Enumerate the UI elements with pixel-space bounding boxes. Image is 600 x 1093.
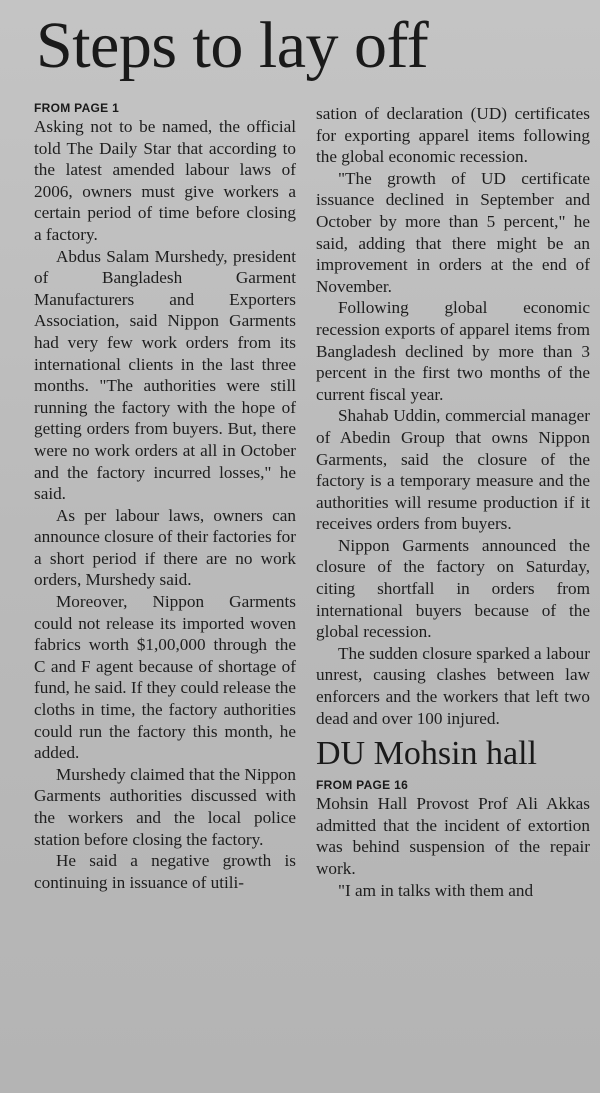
continuation-kicker: FROM PAGE 1 [34, 101, 120, 115]
paragraph: "I am in talks with them and [338, 880, 534, 900]
paragraph: Shahab Uddin, commercial manager of Abedin Group that owns Nippon Garments, said the closure of the factory is a temporary measure and the authorities will resume production if it receives orders from buyers. [316, 406, 590, 534]
paragraph: He said a negative growth is continuing in issuance of utili- [34, 851, 296, 892]
second-story-headline: DU Mohsin hall [316, 735, 537, 773]
left-column [34, 100, 296, 893]
paragraph: "The growth of UD certificate issuance declined in September and October by more than 5 percent," he said, adding that there might be an improvement in orders at the end of November. [316, 168, 590, 296]
paragraph: sation of declaration (UD) certificates for exporting apparel items following the global economic recession. [316, 104, 590, 167]
paragraph: The sudden closure sparked a labour unrest, causing clashes between law enforcers and the workers that left two dead and over 100 injured. [316, 643, 590, 728]
right-column [316, 103, 590, 901]
paragraph: Murshedy claimed that the Nippon Garments authorities discussed with the workers and the local police station before closing the factory. [34, 764, 296, 849]
paragraph: Abdus Salam Murshedy, president of Bangladesh Garment Manufacturers and Exporters Association, said Nippon Garments had very few work orders from its international clients in the last three months. "The authorities were still running the factory with the hope of getting orders from buyers. But, there were no work orders at all in October and the factory incurred losses," he said. [34, 246, 296, 504]
paragraph: Nippon Garments announced the closure of the factory on Saturday, citing shortfall in orders from international buyers because of the global recession. [316, 535, 590, 642]
paragraph: Moreover, Nippon Garments could not release its imported woven fabrics worth $1,00,000 through the C and F agent because of shortage of fund, he said. If they could release the cloths in time, the factory authorities could run the factory this month, he added. [34, 592, 297, 763]
paragraph: Following global economic recession exports of apparel items from Bangladesh declined by more than 3 percent in the first two months of the current fiscal year. [316, 298, 590, 404]
article-headline: Steps to lay off [36, 9, 429, 82]
second-story-kicker: FROM PAGE 16 [316, 778, 409, 793]
paragraph: As per labour laws, owners can announce closure of their factories for a short period if there are no work orders, Murshedy said. [34, 505, 296, 590]
paragraph: Asking not to be named, the official told The Daily Star that according to the latest amended labour laws of 2006, owners must give workers a certain period of time before closing a factory. [34, 117, 296, 244]
paragraph: Mohsin Hall Provost Prof Ali Akkas admitted that the incident of extortion was behind suspension of the repair work. [316, 794, 590, 878]
